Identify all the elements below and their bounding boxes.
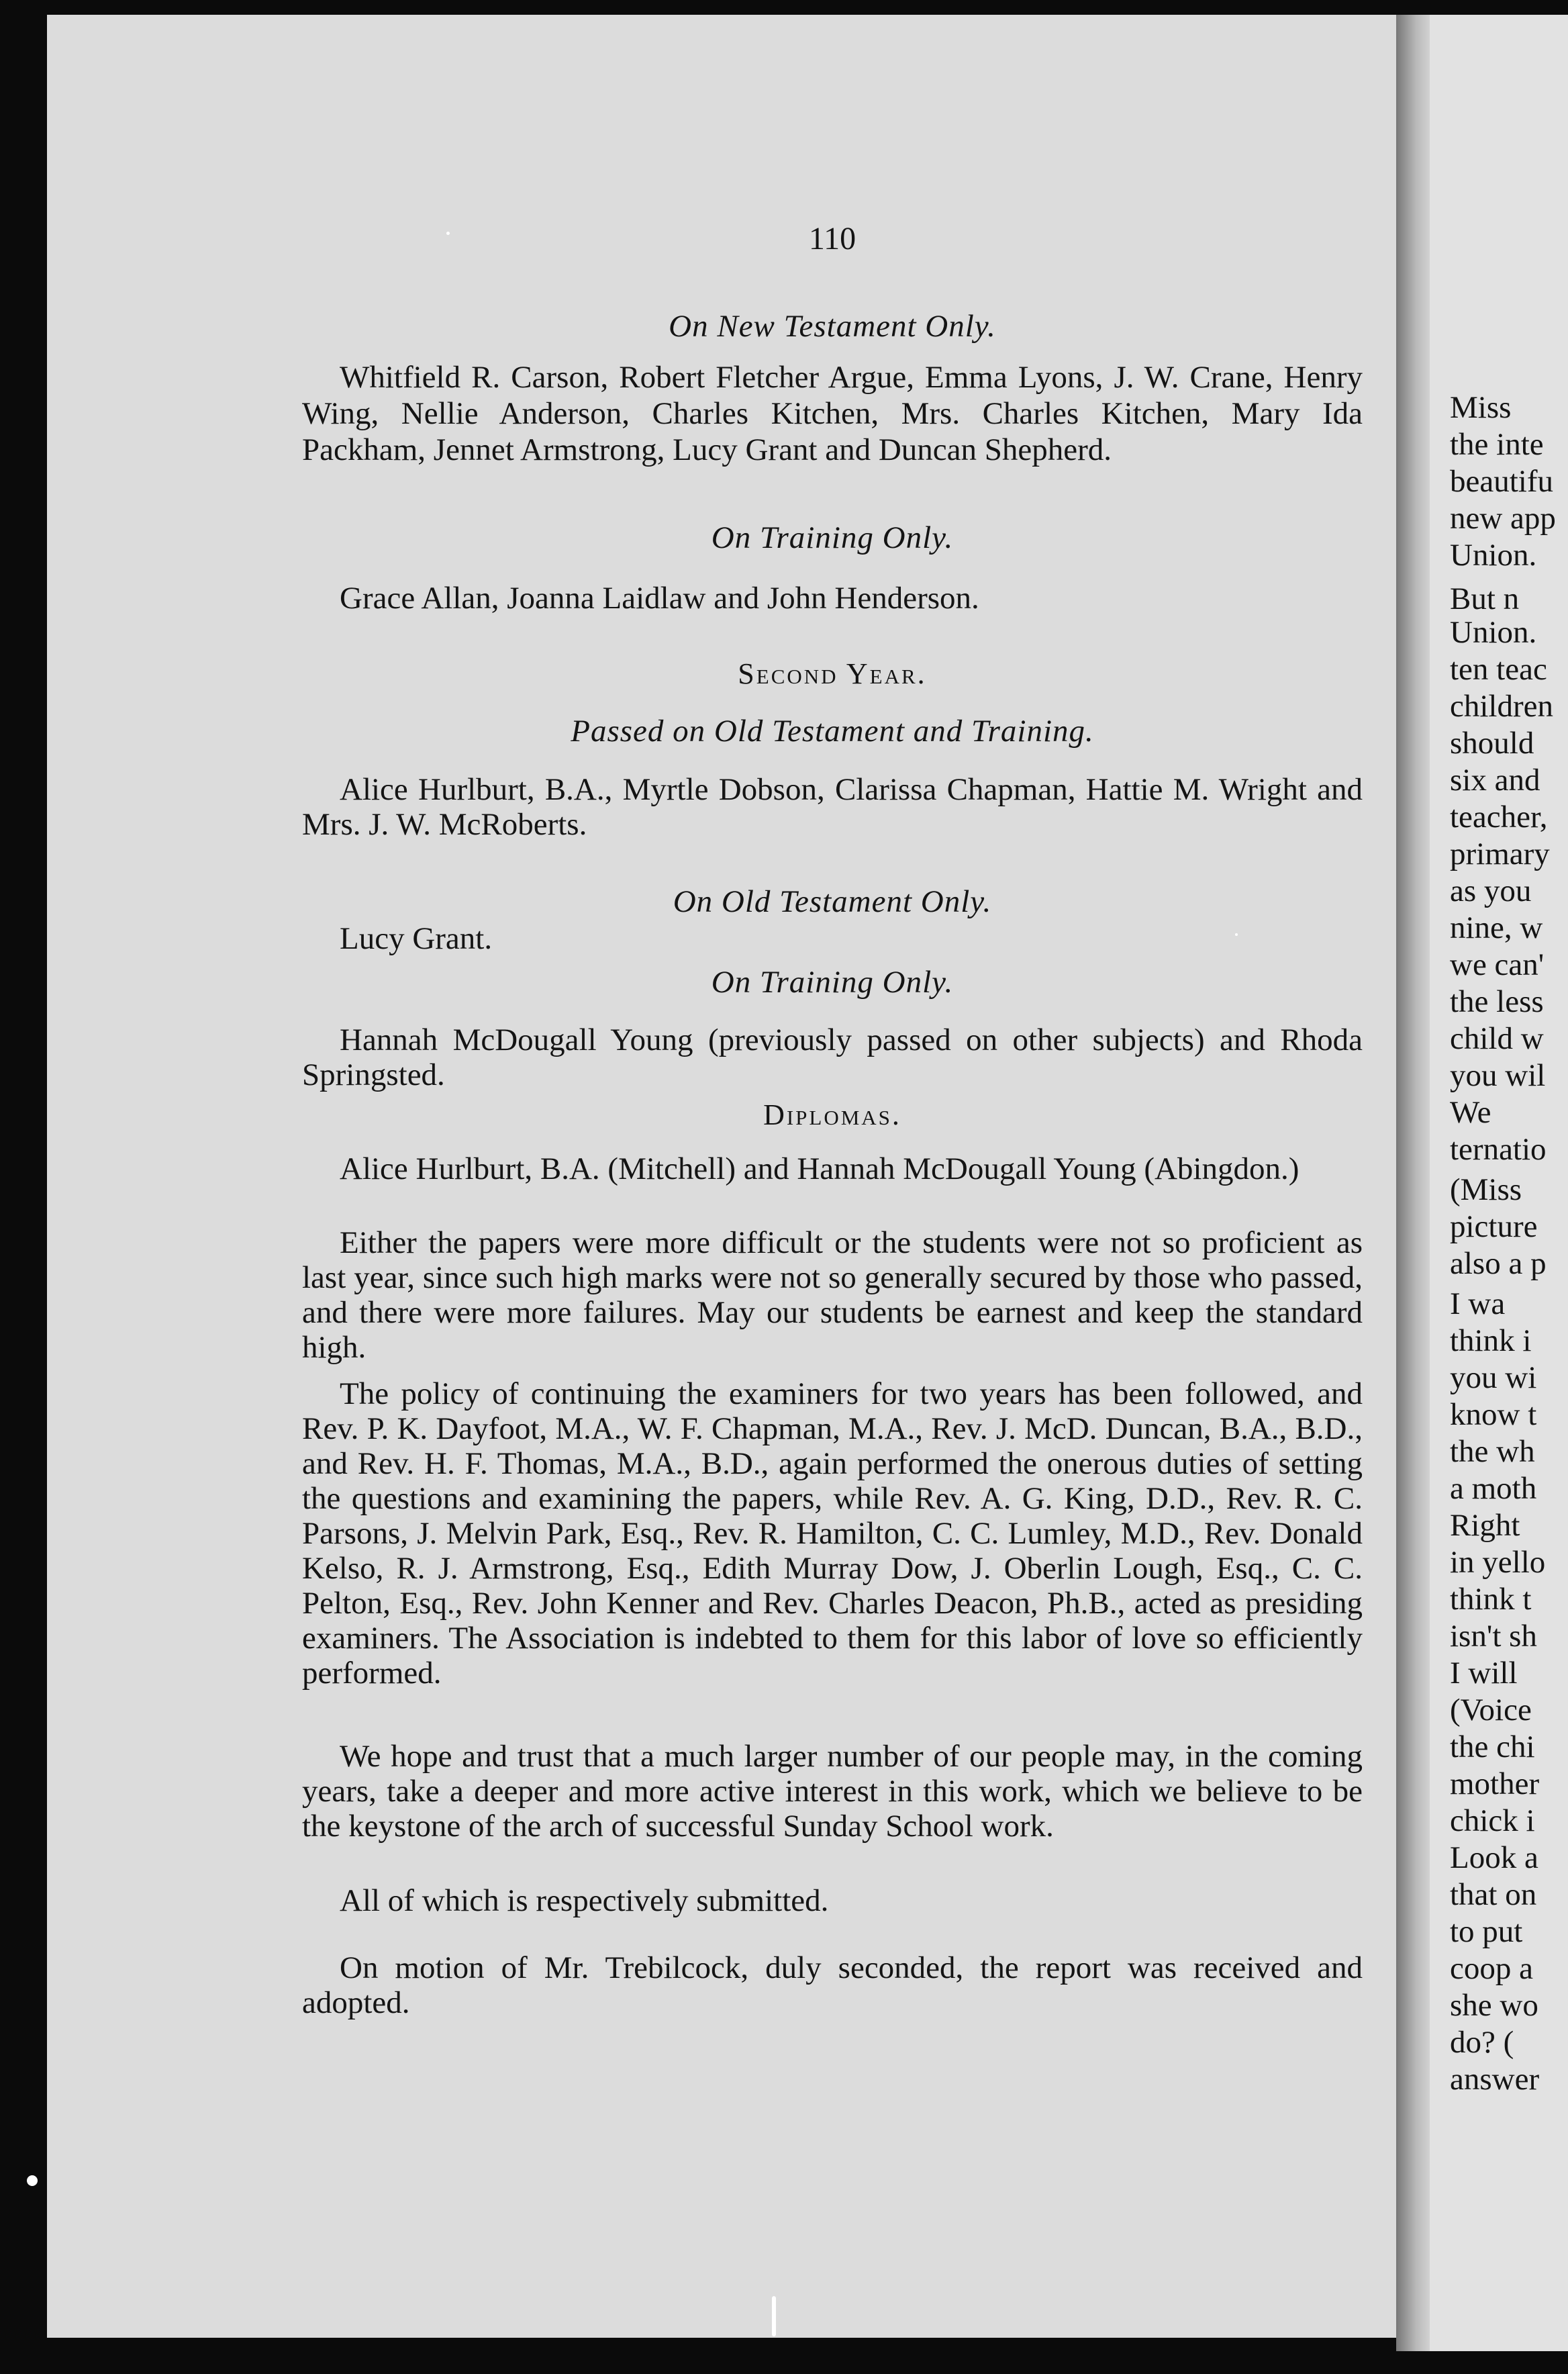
paragraph-motion: On motion of Mr. Trebilcock, duly seconded, the report was received and adopted.	[302, 1950, 1363, 2020]
right-page-line: nine, w	[1450, 910, 1543, 945]
right-page-line: mother	[1450, 1766, 1540, 1801]
right-page-line: answer	[1450, 2062, 1540, 2097]
paragraph-training: Grace Allan, Joanna Laidlaw and John Henderson.	[340, 581, 979, 616]
right-page-line: the chi	[1450, 1729, 1535, 1764]
right-page-line: isn't sh	[1450, 1619, 1537, 1654]
right-page-line: We	[1450, 1095, 1491, 1130]
heading-training-second: On Training Only.	[711, 965, 954, 1000]
right-page-line: also a p	[1450, 1246, 1547, 1281]
right-page-line: chick i	[1450, 1803, 1535, 1838]
right-page-line: Union.	[1450, 615, 1537, 650]
right-page-line: (Miss	[1450, 1172, 1522, 1207]
right-page-line: But n	[1450, 581, 1520, 616]
heading-diplomas: Diplomas.	[763, 1098, 901, 1131]
right-page-line: the wh	[1450, 1434, 1535, 1469]
right-page-line: Miss	[1450, 390, 1512, 425]
heading-new-testament: On New Testament Only.	[669, 309, 996, 344]
right-page-line: picture	[1450, 1209, 1538, 1244]
right-page-line: we can'	[1450, 947, 1545, 982]
speck	[27, 2175, 38, 2186]
right-page-line: Union.	[1450, 538, 1537, 573]
right-page-line: child w	[1450, 1021, 1544, 1056]
right-page-line: I will	[1450, 1656, 1518, 1691]
right-page-line: a moth	[1450, 1471, 1537, 1506]
right-page-line: you wil	[1450, 1058, 1546, 1093]
right-page-line: to put	[1450, 1914, 1523, 1949]
right-page-line: Right	[1450, 1508, 1520, 1543]
heading-old-testament-and-training: Passed on Old Testament and Training.	[571, 714, 1094, 749]
right-page-line: the less	[1450, 984, 1544, 1019]
right-page-line: think t	[1450, 1582, 1532, 1617]
right-page-line: Look a	[1450, 1840, 1538, 1875]
paragraph-papers: Either the papers were more difficult or the students were not so proficient as last year, since such high marks were not so generally secured by those who passed, and there were more failures. May our students be earnest and keep the standard high.	[302, 1225, 1363, 1365]
right-page-line: teacher,	[1450, 800, 1548, 835]
page-number: 110	[808, 221, 856, 256]
heading-training: On Training Only.	[711, 520, 954, 555]
right-page-line: ten teac	[1450, 652, 1547, 687]
paragraph-examiners: The policy of continuing the examiners for two years has been followed, and Rev. P. K. Dayfoot, M.A., W. F. Chapman, M.A., Rev. J. McD. Duncan, B.A., B.D., and Rev. H. F. Thomas, M.A., B.D., again performed the onerous duties of setting the questions and examining the papers, while Rev. A. G. King, D.D., Rev. R. C. Parsons, J. Melvin Park, Esq., Rev. R. Hamilton, C. C. Lumley, M.D., Rev. Donald Kelso, R. J. Armstrong, Esq., Edith Murray Dow, J. Oberlin Lough, Esq., C. C. Pelton, Esq., Rev. John Kenner and Rev. Charles Deacon, Ph.B., acted as presiding examiners. The Association is indebted to them for this labor of love so efficiently performed.	[302, 1376, 1363, 1691]
right-page-line: beautifu	[1450, 464, 1553, 499]
heading-old-testament: On Old Testament Only.	[673, 884, 992, 919]
paragraph-diplomas: Alice Hurlburt, B.A. (Mitchell) and Hannah McDougall Young (Abingdon.)	[340, 1151, 1300, 1186]
right-page-line: she wo	[1450, 1988, 1538, 2023]
right-page-text	[1430, 0, 1568, 2374]
paragraph-old-testament-and-training: Alice Hurlburt, B.A., Myrtle Dobson, Clarissa Chapman, Hattie M. Wright and Mrs. J. W. McRoberts.	[302, 772, 1363, 842]
heading-second-year: Second Year.	[738, 657, 927, 690]
book-gutter	[1396, 15, 1430, 2351]
paragraph-hope: We hope and trust that a much larger number of our people may, in the coming years, take a deeper and more active interest in this work, which we believe to be the keystone of the arch of successful Sunday School work.	[302, 1739, 1363, 1844]
right-page-line: (Voice	[1450, 1693, 1532, 1727]
right-page-line: that on	[1450, 1877, 1537, 1912]
right-page-line: in yello	[1450, 1545, 1546, 1580]
paragraph-new-testament: Whitfield R. Carson, Robert Fletcher Argue, Emma Lyons, J. W. Crane, Henry Wing, Nellie Anderson, Charles Kitchen, Mrs. Charles Kitchen, Mary Ida Packham, Jennet Armstrong, Lucy Grant and Duncan Shepherd.	[302, 360, 1363, 467]
speck	[446, 232, 450, 235]
right-page-line: do? (	[1450, 2025, 1514, 2060]
right-page-line: children	[1450, 689, 1553, 724]
right-page-line: as you	[1450, 873, 1532, 908]
right-page-line: you wi	[1450, 1360, 1537, 1395]
right-page-line: the inte	[1450, 427, 1544, 462]
paragraph-old-testament: Lucy Grant.	[340, 921, 493, 956]
right-page-line: should	[1450, 726, 1534, 761]
paragraph-training-second: Hannah McDougall Young (previously passed on other subjects) and Rhoda Springsted.	[302, 1023, 1363, 1092]
speck	[1235, 933, 1238, 936]
right-page-line: new app	[1450, 501, 1556, 536]
left-page-text	[302, 0, 1363, 2374]
right-page-line: I wa	[1450, 1286, 1506, 1321]
paragraph-submitted: All of which is respectively submitted.	[340, 1883, 829, 1918]
right-page-line: know t	[1450, 1397, 1537, 1432]
right-page-line: ternatio	[1450, 1132, 1547, 1167]
speck	[772, 2296, 776, 2336]
right-page-line: think i	[1450, 1323, 1532, 1358]
right-page-line: six and	[1450, 763, 1540, 798]
right-page-line: primary	[1450, 837, 1550, 871]
right-page-line: coop a	[1450, 1951, 1533, 1986]
